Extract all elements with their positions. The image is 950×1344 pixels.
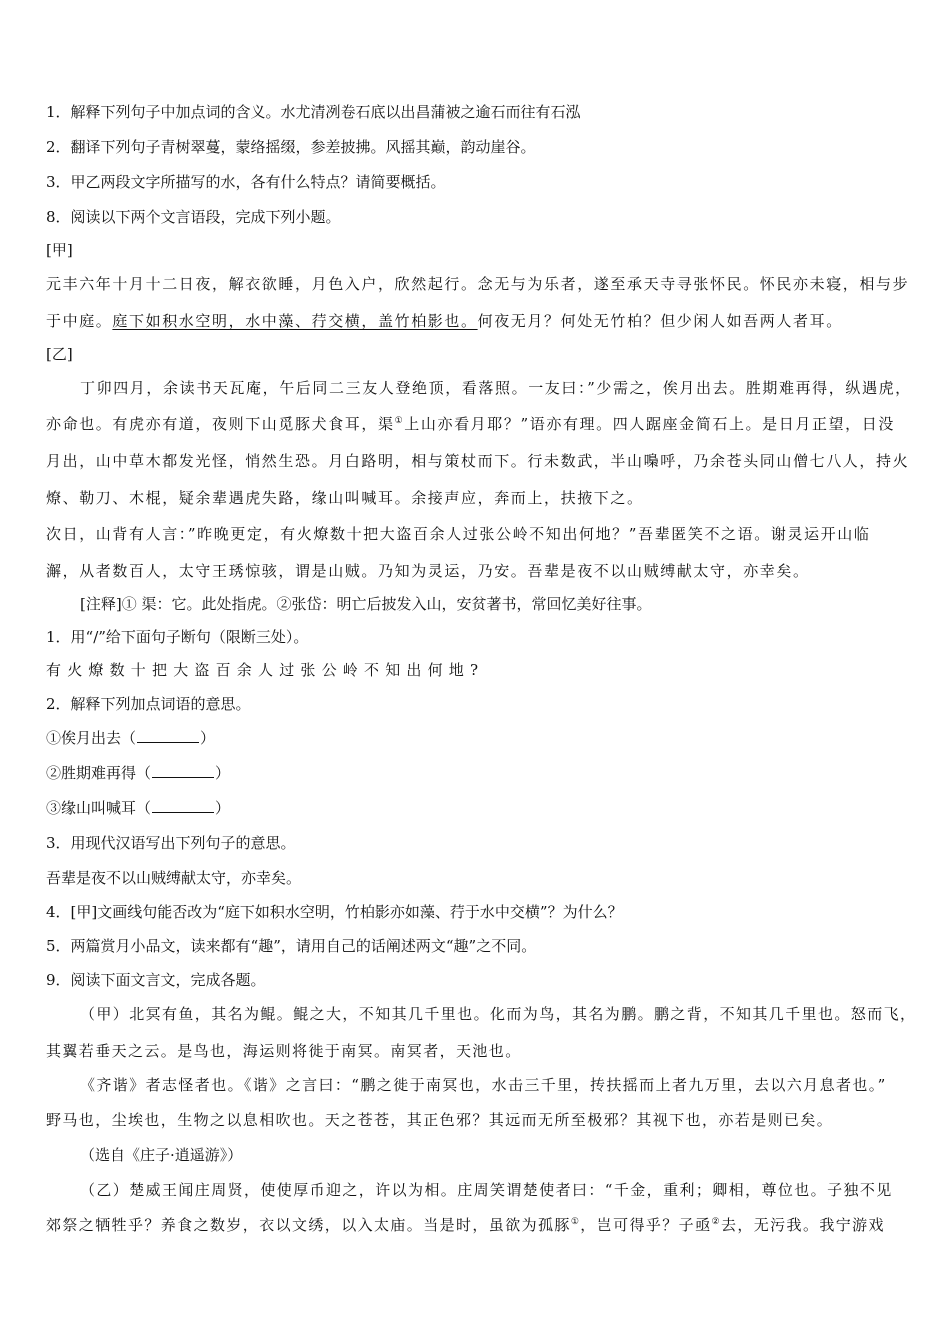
blank-item-3: ③缘山叫喊耳（ ） — [46, 799, 231, 817]
passage-yi-line-6: 澥，从者数百人，太守王琇惊骇，谓是山贼。乃知为灵运，乃安。吾辈是夜不以山贼缚献太守，亦幸矣。 — [46, 562, 810, 580]
passage-yi-text: 亦命也。有虎亦有道，夜则下山觅豚犬食耳，渠 — [46, 415, 395, 433]
passage-9-jia-line-4: 野马也，尘埃也，生物之以息相吹也。天之苍苍，其正色邪？其远而无所至极邪？其视下也，亦若是则已矣。 — [46, 1111, 834, 1129]
question-2-line: 2．翻译下列句子青树翠蔓，蒙络摇缀，参差披拂。风摇其巅，韵动崖谷。 — [46, 138, 536, 156]
question-1-line: 1．解释下列句子中加点词的含义。水尤清冽卷石底以出昌蒲被之逾石而往有石泓 — [46, 103, 581, 121]
passage-9-jia-line-1: （甲）北冥有鱼，其名为鲲。鲲之大，不知其几千里也。化而为鸟，其名为鹏。鹏之背，不知其几千里也。怒而飞， — [80, 1005, 917, 1023]
passage-jia-text: 于中庭。 — [46, 312, 113, 330]
passage-yi-line-2 — [46, 414, 895, 434]
passage-yi-line-4: 燎、勒刀、木棍，疑余辈遇虎失路，缘山叫喊耳。余接声应，奔而上，扶掖下之。 — [46, 489, 644, 507]
subquestion-5: 5．两篇赏月小品文，读来都有“趣”，请用自己的话阐述两文“趣”之不同。 — [46, 937, 537, 955]
sentence-to-punctuate: 有火燎数十把大盗百余人过张公岭不知出何地? — [46, 661, 485, 679]
passage-jia-line-1: 元丰六年十月十二日夜，解衣欲睡，月色入户，欣然起行。念无与为乐者，遂至承天寺寻张怀民。怀民亦未寝，相与步 — [46, 275, 910, 293]
question-8-heading: 8．阅读以下两个文言语段，完成下列小题。 — [46, 208, 341, 226]
section-yi-label: [乙] — [46, 345, 73, 363]
answer-blank[interactable] — [152, 763, 214, 778]
blank-item-1: ①俟月出去（ ） — [46, 729, 216, 747]
passage-9-jia-line-3: 《齐谐》者志怪者也。《谐》之言曰：“鹏之徙于南冥也，水击三千里，抟扶摇而上者九万里，去以六月息者也。” — [80, 1076, 887, 1094]
blank-item-2: ②胜期难再得（ ） — [46, 764, 231, 782]
footnote-marker: ② — [711, 1217, 721, 1227]
passage-yi-text: 上山亦看月耶？”语亦有理。四人踞座金简石上。是日月正望，日没 — [404, 415, 895, 433]
passage-yi-line-1: 丁卯四月，余读书天瓦庵，午后同二三友人登绝顶，看落照。一友曰：”少需之，俟月出去。胜期难再得，纵遇虎， — [80, 379, 912, 397]
passage-yi-line-5: 次日，山背有人言：”昨晚更定，有火燎数十把大盗百余人过张公岭不知出何地？”吾辈匿笑不之语。谢灵运开山临 — [46, 525, 871, 543]
passage-9-yi-line-1: （乙）楚威王闻庄周贤，使使厚币迎之，许以为相。庄周笑谓楚使者曰：“千金，重利；卿相，尊位也。子独不见 — [80, 1181, 893, 1199]
passage-jia-text: 何夜无月？何处无竹柏？但少闲人如吾两人者耳。 — [477, 312, 843, 330]
passage-jia-line-2 — [46, 311, 843, 331]
section-jia-label: [甲] — [46, 241, 73, 259]
passage-yi-line-3: 月出，山中草木都发光怪，悄然生恐。月白路明，相与策杖而下。行未数武，半山嘄呼，乃余苍头同山僧七八人，持火 — [46, 452, 910, 470]
answer-blank[interactable] — [152, 798, 214, 813]
source-citation: （选自《庄子·逍遥游》） — [80, 1146, 243, 1164]
subquestion-4: 4．[甲]文画线句能否改为“庭下如积水空明，竹柏影亦如藻、荇于水中交横”？为什么？ — [46, 903, 623, 921]
subquestion-3: 3．用现代汉语写出下列句子的意思。 — [46, 834, 296, 852]
answer-blank[interactable] — [137, 728, 199, 743]
footnote-marker: ① — [570, 1217, 581, 1227]
footnote-marker: ① — [394, 416, 405, 426]
sentence-to-translate: 吾辈是夜不以山贼缚献太守，亦幸矣。 — [46, 869, 302, 887]
underlined-sentence: 庭下如积水空明，水中藻、荇交横，盖竹柏影也。 — [112, 312, 478, 330]
question-9-heading: 9．阅读下面文言文，完成各题。 — [46, 971, 266, 989]
subquestion-2: 2．解释下列加点词语的意思。 — [46, 695, 251, 713]
question-3-line: 3．甲乙两段文字所描写的水，各有什么特点？请简要概括。 — [46, 173, 446, 191]
passage-9-jia-line-2: 其翼若垂天之云。是鸟也，海运则将徙于南冥。南冥者，天池也。 — [46, 1042, 522, 1060]
annotation-line: [注释]① 渠：它。此处指虎。②张岱：明亡后披发入山，安贫著书，常回忆美好往事。 — [80, 595, 652, 613]
subquestion-1: 1．用“/”给下面句子断句（限断三处）。 — [46, 628, 309, 646]
passage-9-yi-line-2: 郊祭之牺牲乎？养食之数岁，衣以文绣，以入太庙。当是时，虽欲为孤豚①，岂可得乎？子亟②去，无污我。我宁游戏 — [46, 1216, 885, 1234]
